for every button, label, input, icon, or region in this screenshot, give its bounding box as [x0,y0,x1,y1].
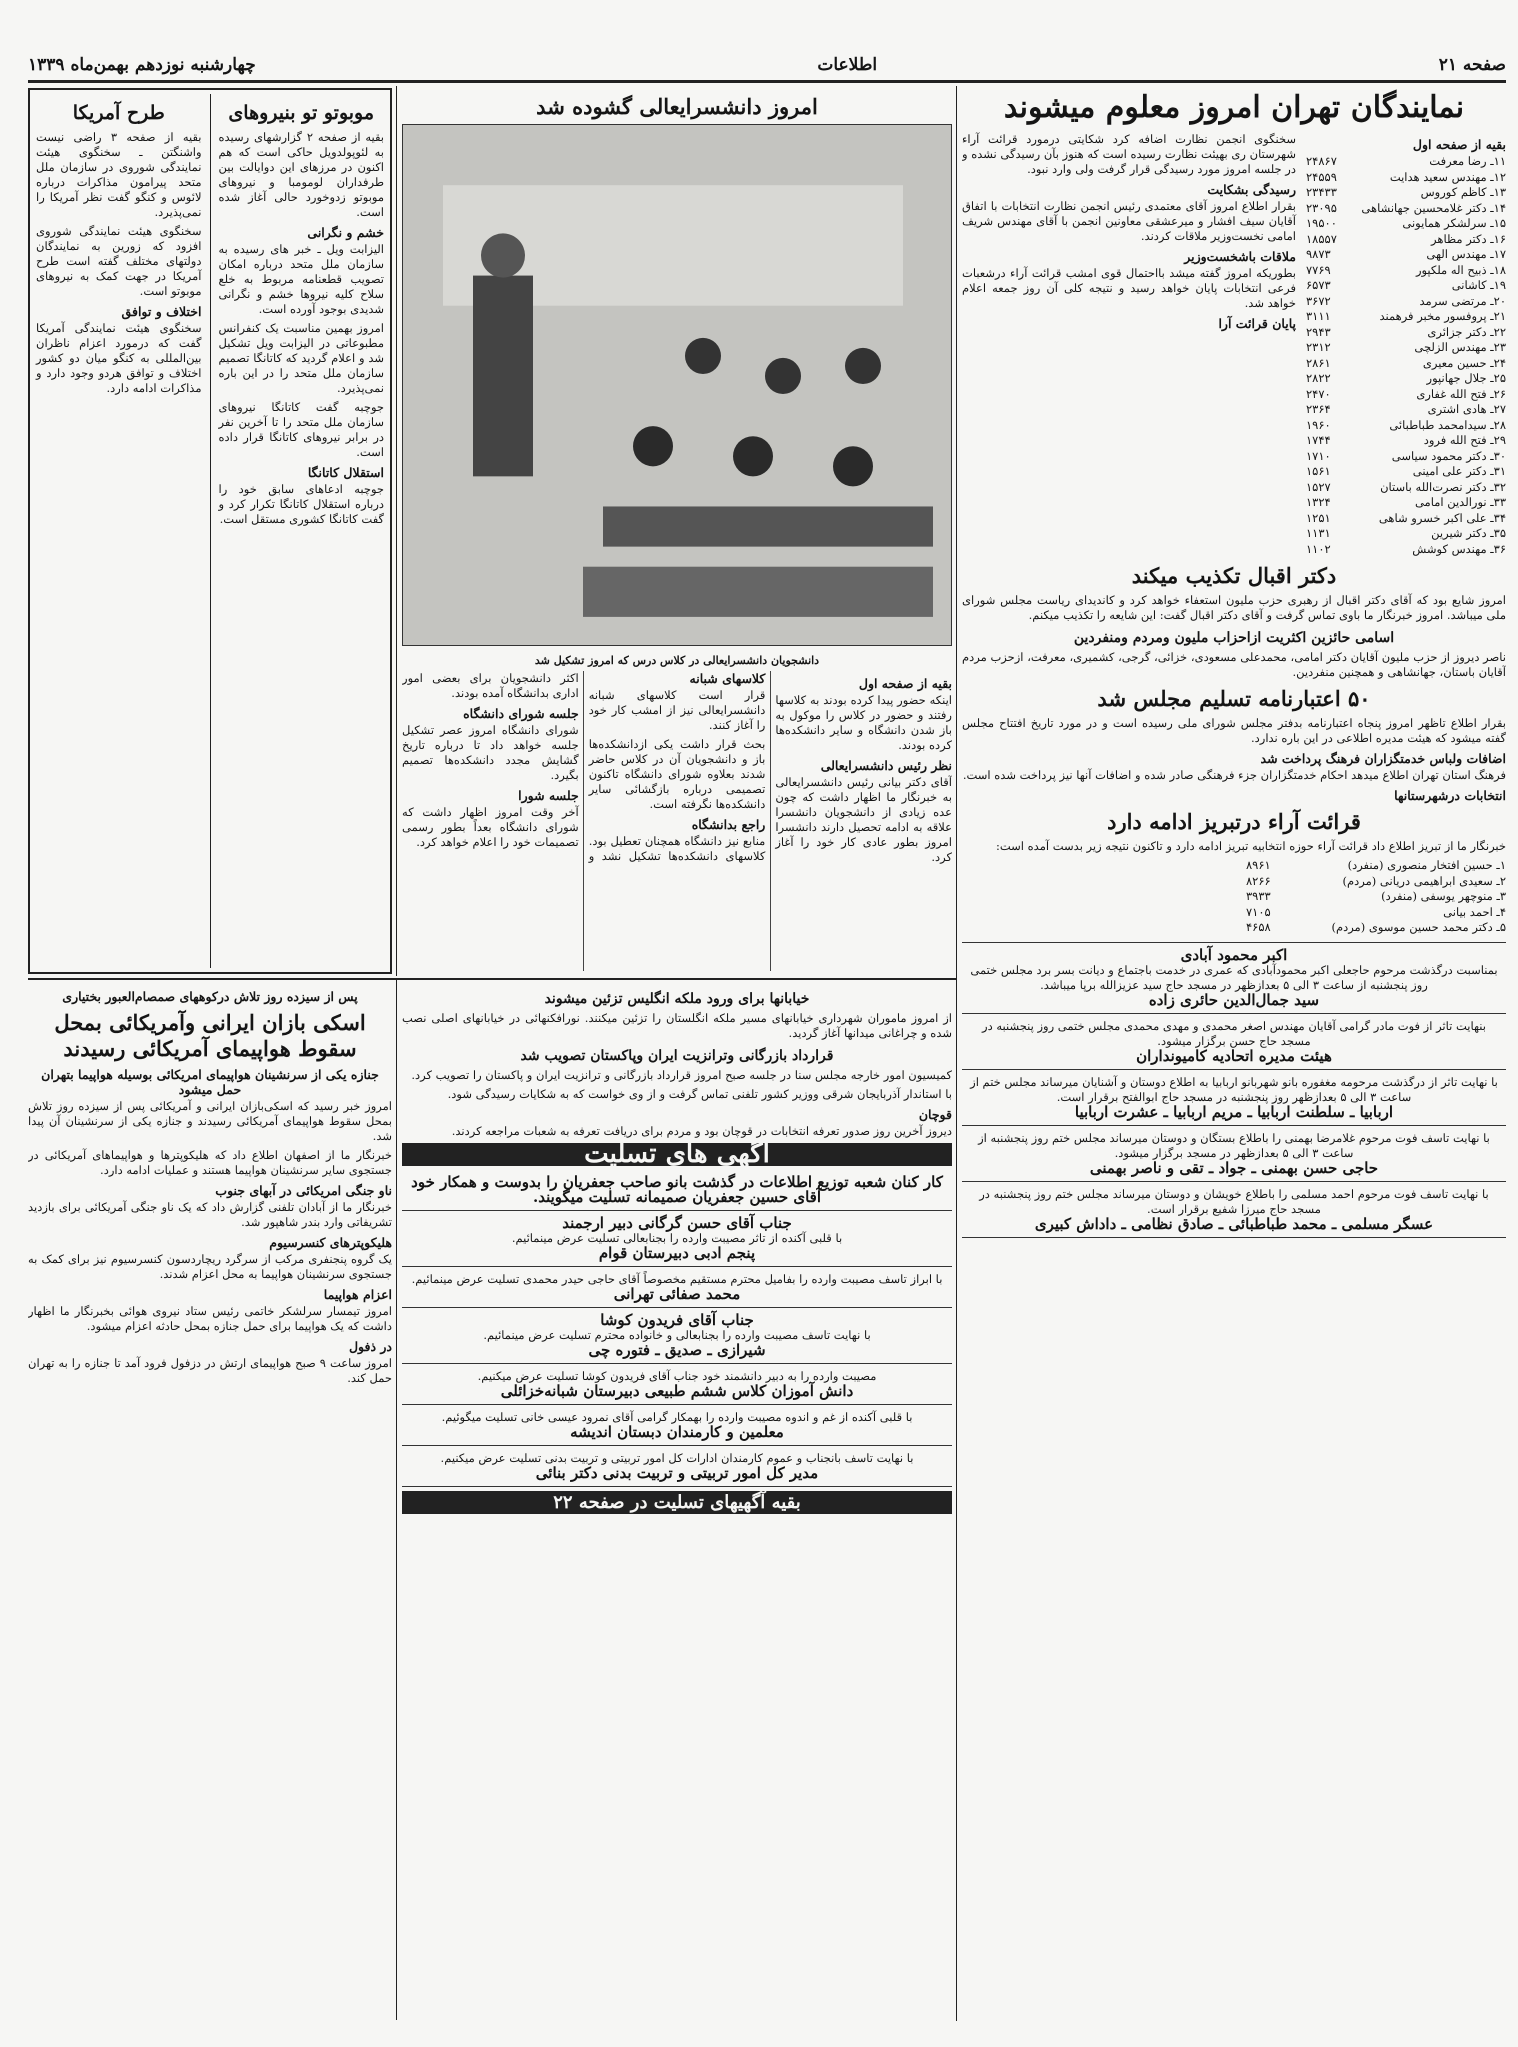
list-item [1306,294,1506,310]
list-item-count: ۱۵۲۷ [1306,479,1331,494]
list-item [1306,449,1506,465]
story-headline: امروز دانشسرایعالی گشوده شد [536,94,818,119]
ad-body: با قلبی آکنده از تاثر مصیبت وارده را بجنابعالی تسلیت عرض مینمائیم. [511,1231,843,1245]
subheading: راجع بدانشگاه [691,817,766,832]
paragraph: امروز خبر رسید که اسکی‌بازان ایرانی و آمریکائی پس از سیزده روز تلاش بمحل سقوط هواپیمای آمریکائی رسیدند و جنازه یکی از سرنشینان آن پیدا شد. [28,1099,392,1143]
list-item [1306,495,1506,511]
paragraph: خبرنگار ما از اصفهان اطلاع داد که هلیکوپترها و هواپیماهای آمریکائی در جستجوی سایر سرنشینان هواپیما هستند و عملیات ادامه دارد. [28,1148,392,1177]
list-item [1306,356,1506,372]
list-item-count: ۲۹۴۳ [1306,324,1331,339]
list-item [1306,387,1506,403]
list-item [1306,418,1506,434]
subheading: اختلاف و توافق [121,304,202,319]
paragraph: آقای دکتر بیانی رئیس دانشسرایعالی به خبرنگار ما اظهار داشت که چون عده زیادی از دانشجویان دانشسرا علاقه به ادامه تحصیل دارند دانشسرا امروز بطور عادی کار خود را آغاز کرد. [775,775,952,864]
list-item-label: ۲ـ سعیدی ابراهیمی دریانی (مردم) [1342,873,1506,888]
continued-footer: بقیه آگهیهای تسلیت در صفحه ۲۲ [402,1491,952,1514]
ad-signature: پنجم ادبی دبیرستان قوام [598,1244,756,1262]
list-item [1246,889,1506,905]
ad-title: جناب آقای فریدون کوشا [600,1311,754,1329]
condolence-ad [962,1126,1506,1182]
ad-signature: معلمین و کارمندان دبستان اندیشه [570,1423,784,1441]
paragraph: فرهنگ استان تهران اطلاع میدهد احکام خدمتگزاران جزء فرهنگی صادر شده و اضافات آنها نیز پرداخت شده است. [962,768,1506,782]
ad-signature: شیرازی ـ صدیق ـ فتوره چی [588,1341,766,1359]
list-item [1246,874,1506,890]
list-item-count: ۱۵۶۱ [1306,464,1331,478]
condolence-ad [962,942,1506,1014]
condolence-ad [402,1170,952,1211]
list-item-count: ۲۴۵۵۹ [1306,169,1337,184]
list-item-count: ۲۸۶۱ [1306,355,1331,370]
main-news-column [962,88,1506,2023]
list-item [1306,542,1506,558]
list-item-count: ۶۵۷۳ [1306,278,1331,292]
paragraph: الیزابت ویل ـ خبر های رسیده به سازمان ملل متحد درباره امکان تصویب قطعنامه مربوط به خلع سلاح کلیه نیروها خشم و نگرانی شدیدی بوجود آورده است. [218,242,384,316]
subheading: هلیکوپترهای کنسرسیوم [269,1235,392,1250]
list-item [1306,263,1506,279]
paragraph: بحث قرار داشت یکی ازدانشکده‌ها باز و دانشجویان آن در کلاس حاضر شدند بعلاوه شورای دانشگاه تاکنون تصمیمی درباره بازگشائی سایر دانشکده‌ها نگرفته است. [588,737,766,811]
paragraph: بقیه از صفحه ۳ راضی نیست واشنگتن ـ سخنگوی هیئت نمایندگی شوروی در سازمان ملل متحد پیرامون مذاکرات درباره لائوس و کنگو گفت نظر آمریکا را نمی‌پذیرد. [36,130,202,219]
condolence-ad [962,1070,1506,1126]
photo-caption: دانشجویان دانشسرایعالی در کلاس درس که امروز تشکیل شد [534,654,820,667]
ad-signature: عسگر مسلمی ـ محمد طباطبائی ـ صادق نظامی ـ داداش کبیری [1034,1214,1434,1233]
column-rule [396,980,397,2020]
list-item-label: ۳۶ـ مهندس کوشش [1412,541,1506,556]
subheading: خشم و نگرانی [307,225,384,240]
subheading: اضافات ولباس خدمتگزاران فرهنگ پرداخت شد [1260,751,1506,766]
list-item-count: ۱۸۵۵۷ [1306,231,1337,246]
paragraph: بقرار اطلاع تاظهر امروز پنجاه اعتبارنامه بدفتر مجلس شورای ملی رسیده است و در مورد تاریخ افتتاح مجلس گفته میشود که هیئت مدیره اطلاعی در این باره ندارد. [962,716,1506,745]
section-headline: خیابانها برای ورود ملکه انگلیس تزئین میشوند [544,991,810,1007]
condolence-ad [402,1267,952,1308]
list-item-label: ۱۳ـ کاظم کوروس [1420,185,1506,199]
subheading: در ذفول [348,1339,392,1354]
paragraph: امروز تیمسار سرلشکر خاتمی رئیس ستاد نیروی هوائی بخبرنگار ما اظهار داشت که یک هواپیما برای حمل جنازه بمحل حادثه اعزام میشود. [28,1304,392,1333]
paragraph: با استاندار آذربایجان شرقی ووزیر کشور تلفنی تماس گرفت و از وی خواست که به شکایات رسیدگی شود. [447,1087,952,1101]
ad-signature: مدیر کل امور تربیتی و تربیت بدنی دکتر بنائی [535,1464,819,1482]
subheading: ناو جنگی امریکائی در آبهای جنوب [215,1183,392,1198]
paragraph: سخنگوی هیئت نمایندگی آمریکا گفت که درمورد اعزام ناظران بین‌المللی به کنگو میان دو کشور اختلاف و توافق هردو وجود دارد و مذاکرات ادامه دارد. [36,321,202,395]
list-item [1306,526,1506,542]
issue-date: چهارشنبه نوزدهم بهمن‌ماه ۱۳۳۹ [28,55,256,75]
list-item [1246,920,1506,936]
paragraph: بقیه از صفحه ۲ گزارشهای رسیده به لئوپولدویل حاکی است که هم اکنون در مرزهای این دوایالت بین طرفداران لومومبا و نیروهای موبوتو زدوخورد حالی آغاز شده است. [218,130,385,219]
subheading: ملاقات باشخست‌وزیر [1184,249,1296,264]
subheading: پایان قرائت آرا [1218,316,1296,331]
photo-placeholder-icon [403,125,951,645]
list-item-count: ۷۷۶۹ [1306,262,1331,277]
classroom-photo [402,124,952,646]
condolence-ad [962,1014,1506,1070]
list-item-count: ۹۸۷۳ [1306,247,1331,261]
list-item-label: ۳۴ـ علی اکبر خسرو شاهی [1378,510,1506,525]
paragraph: امروز بهمین مناسبت یک کنفرانس مطبوعاتی در الیزابت ویل تشکیل شد و اعلام گردید که کاتانگا تصمیم سازمان ملل متحد را در این باره نمی‌پذیرد. [218,321,384,395]
header-rule [28,80,1506,83]
list-item-count: ۱۲۵۱ [1306,510,1331,525]
section-rule [28,978,956,980]
list-item-label: ۲۷ـ هادی اشتری [1427,402,1506,416]
list-item-count: ۱۹۵۰۰ [1306,216,1337,230]
paragraph: آخر وقت امروز اظهار داشت که شورای دانشگاه بعداً بطور رسمی تصمیمات خود را اعلام خواهد کرد. [402,805,579,849]
list-item-count: ۱۷۴۴ [1306,433,1331,447]
cont-label: بقیه از صفحه اول [858,676,952,691]
list-item [1306,232,1506,248]
ad-body: با قلبی آکنده از غم و اندوه مصیبت وارده را بهمکار گرامی آقای نمرود عیسی خانی تسلیت میگوئیم. [441,1410,913,1424]
vote-list-title: بقیه از صفحه اول [1412,137,1506,152]
subheading: قوچان [918,1107,952,1122]
list-item-label: ۱۴ـ دکتر غلامحسین جهانشاهی [1361,200,1506,215]
condolence-ad [402,1364,952,1405]
list-item-label: ۲۰ـ مرتضی سرمد [1419,293,1506,308]
paragraph: خبرنگار ما از آبادان تلفنی گزارش داد که یک ناو جنگی آمریکائی برای بازدید تشریفاتی وارد بندر شاهپور شد. [28,1200,392,1229]
story-kicker: پس از سیزده روز تلاش درکوههای صمصام‌العبور بختیاری [62,989,358,1004]
list-item-label: ۵ـ دکتر محمد حسین موسوی (مردم) [1331,920,1506,934]
paragraph: یک گروه پنجنفری مرکب از سرگرد ریچاردسون کنسرسیوم نیز برای کمک به جستجوی سرنشینان هواپیما به محل اعزام شدند. [28,1252,392,1281]
list-item [1306,325,1506,341]
list-item-count: ۱۱۳۱ [1306,526,1331,540]
paragraph: امروز شایع بود که آقای دکتر اقبال از رهبری حزب ملیون استعفاء خواهد کرد و کاندیدای ریاست مجلس شورای ملی میباشد. امروز خبرنگار ما باوی تماس گرفت و آقای دکتر اقبال گفت: این شایعه را تکذیب میکنم. [962,593,1506,622]
list-item-count: ۲۳۶۴ [1306,402,1331,416]
subheading: جلسه شورای دانشگاه [463,706,579,721]
middle-lower-column [402,984,952,2020]
paragraph: سخنگوی انجمن نظارت اضافه کرد شکایتی درمورد قرائت آراء شهرستان ری بهیئت نظارت رسیده است که هنوز بآن رسیدگی نشده و در جلسه امروز مورد رسیدگی قرار گرفت ولی وارد نبود. [962,132,1296,176]
list-item [1306,511,1506,527]
section-headline: قرائت آراء درتبریز ادامه دارد [1107,809,1361,834]
list-item-count: ۲۳۱۲ [1306,340,1331,354]
section-headline: قرارداد بازرگانی وترانزیت ایران وپاکستان تصویب شد [520,1048,834,1064]
list-item-label: ۳۳ـ نورالدین امامی [1414,495,1506,509]
subheading: رسیدگی بشکایت [1207,182,1296,197]
list-item-label: ۱۶ـ دکتر مظاهر [1431,231,1506,246]
list-item [1306,247,1506,263]
paragraph: ناصر دیروز از حزب ملیون آقایان دکتر امامی، محمدعلی مسعودی، خزائی، گرجی، کشمیری، معرفت، ازحزب مردم آقایان باستان، جهانشاهی و همچنین منفردین. [962,650,1506,679]
list-item-label: ۴ـ احمد بیانی [1443,904,1506,919]
list-item-count: ۳۹۳۳ [1246,889,1271,903]
page-number: صفحه ۲۱ [1438,55,1506,75]
list-item-count: ۱۱۰۲ [1306,541,1331,556]
list-item [1306,309,1506,325]
paragraph: اینکه حضور پیدا کرده بودند به کلاسها رفتند و حضور در کلاس را موکول به باز شدن دانشگاه و سایر دانشکده‌ها کرده بودند. [775,693,952,752]
list-item-label: ۲۵ـ جلال جهانپور [1426,371,1506,385]
paragraph: منابع نیز دانشگاه همچنان تعطیل بود. کلاسهای دانشکده‌ها تشکیل نشد و اکثر دانشجویان برای بعضی امور اداری بدانشگاه آمده بودند. [402,671,766,863]
list-item [1306,170,1506,186]
list-item-count: ۱۷۱۰ [1306,448,1331,463]
list-item [1306,402,1506,418]
subheading: انتخابات درشهرستانها [1394,788,1506,803]
paragraph: خبرنگار ما از تبریز اطلاع داد قرائت آراء حوزه انتخابیه تبریز ادامه دارد و تاکنون نتیجه زیر بدست آمده است: [996,839,1506,853]
ad-signature: دانش آموزان کلاس ششم طبیعی دبیرستان شبانه‌خزائلی [500,1382,854,1400]
condolence-ad [402,1446,952,1487]
list-item-count: ۱۳۲۴ [1306,495,1331,509]
subheading: جلسه شورا [518,788,579,803]
paragraph: بقرار اطلاع امروز آقای معتمدی رئیس انجمن نظارت انتخابات با اتفاق آقایان سیف افشار و میرعشقی معاونین انجمن با آقای مهندس شریف امامی نخست‌وزیر ملاقات کردند. [962,199,1296,243]
list-item-count: ۸۲۶۶ [1246,873,1271,888]
ad-title: اکبر محمود آبادی [1180,945,1288,964]
section-headline: دکتر اقبال تکذیب میکند [1131,563,1337,588]
section-headline: ۵۰ اعتبارنامه تسلیم مجلس شد [1097,686,1371,711]
ad-signature: حاجی حسن بهمنی ـ جواد ـ تقی و ناصر بهمنی [1089,1158,1379,1177]
story-subheadline: جنازه یکی از سرنشینان هواپیمای امریکائی بوسیله هواپیما بتهران حمل میشود [41,1067,379,1097]
list-item-count: ۱۹۶۰ [1306,417,1331,432]
subheading: کلاسهای شبانه [689,671,766,686]
list-item-label: ۱۹ـ کاشانی [1451,278,1506,292]
list-item [1306,185,1506,201]
paragraph: جوچبه گفت کاتانگا نیروهای سازمان ملل متحد را تا آخرین نفر در برابر نیروهای کاتانگا قرار داده است. [218,400,384,459]
list-item-count: ۷۱۰۵ [1246,904,1271,919]
list-item-label: ۲۲ـ دکتر جزائری [1427,324,1506,339]
left-boxed-stories [28,88,392,974]
list-item [1306,216,1506,232]
paragraph: سخنگوی هیئت نمایندگی شوروی افزود که زورین به نمایندگان دولتهای مختلف گفته است طرح آمریکا در جهت کمک به نیروهای موبوتو است. [36,224,202,298]
ad-signature: محمد صفائی تهرانی [613,1285,741,1303]
ad-signature: اربابیا ـ سلطنت اربابیا ـ مریم اربابیا ـ عشرت اربابیا [1074,1102,1394,1121]
list-item-label: ۲۴ـ حسین معیری [1422,355,1506,370]
condolence-ad [402,1211,952,1267]
subheading: اعزام هواپیما [323,1287,392,1302]
list-item-count: ۳۶۷۲ [1306,293,1331,308]
paragraph: جوچبه ادعاهای سابق خود را درباره استقلال کاتانگا تکرار کرد و گفت کاتانگا کشوری مستقل است. [218,482,384,526]
vote-list [1306,132,1506,557]
condolence-ad [402,1405,952,1446]
list-item-label: ۲۹ـ فتح الله فرود [1423,433,1506,447]
list-item [1306,154,1506,170]
list-item [1306,371,1506,387]
main-headline: نمایندگان تهران امروز معلوم میشوند [1003,90,1465,125]
list-item-count: ۴۶۵۸ [1246,920,1271,934]
column-rule [396,86,397,976]
university-story [402,88,952,974]
paragraph: دیروز آخرین روز صدور تعرفه انتخابات در قوچان بود و مردم برای دریافت تعرفه به شعبات مراجعه کردند. [451,1124,952,1138]
list-item-label: ۳۲ـ دکتر نصرت‌الله باستان [1380,479,1506,494]
list-item [1306,278,1506,294]
ad-title: جناب آقای حسن گرگانی دبیر ارجمند [562,1214,792,1232]
list-item-label: ۱۱ـ رضا معرفت [1429,154,1506,168]
paragraph: قرار است کلاسهای شبانه دانشسرایعالی نیز از امشب کار خود را آغاز کنند. [588,688,766,732]
column-rule [956,86,957,2021]
ad-body: با نهایت تاسف مصیبت وارده را بجنابعالی و خانواده محترم تسلیت عرض مینمائیم. [483,1328,871,1342]
paragraph: امروز ساعت ۹ صبح هواپیمای ارتش در دزفول فرود آمد تا جنازه را به تهران حمل کند. [28,1356,392,1385]
list-item-label: ۲۶ـ فتح الله غفاری [1416,386,1506,401]
list-item [1306,480,1506,496]
list-item [1246,858,1506,874]
condolence-ad [962,1182,1506,1238]
list-item-count: ۲۸۲۲ [1306,371,1331,385]
list-item-label: ۳ـ منوچهر یوسفی (منفرد) [1381,889,1506,903]
ad-body: کار کنان شعبه توزیع اطلاعات در گذشت بانو صاحب جعفریان را بدوست و همکار خود آقای حسین جعفریان صمیمانه تسلیت میگویند. [411,1173,943,1206]
ad-body: با ابراز تاسف مصیبت وارده را بفامیل محترم مستقیم مخصوصاً آقای حاجی حیدر محمدی تسلیت عرض مینمائیم. [411,1272,943,1286]
ad-signature: هیئت مدیره اتحادیه کامیونداران [1136,1046,1332,1065]
ad-signature: سید جمال‌الدین حائری زاده [1148,990,1320,1009]
newspaper-name: اطلاعات [817,55,878,75]
list-item-label: ۱۵ـ سرلشکر همایونی [1402,216,1506,230]
list-item-label: ۲۸ـ سیدامحمد طباطبائی [1389,417,1506,432]
list-item-label: ۱۷ـ مهندس الهی [1426,247,1506,261]
list-item-count: ۳۱۱۱ [1306,309,1331,323]
list-item-count: ۲۴۷۰ [1306,386,1331,401]
paragraph: کمیسیون امور خارجه مجلس سنا در جلسه صبح امروز قرارداد بازرگانی و ترانزیت ایران و پاکستان را تصویب کرد. [411,1068,952,1082]
paragraph: شورای دانشگاه امروز عصر تشکیل جلسه خواهد داد تا درباره تاریخ گشایش مجدد دانشکده‌ها تصمیم بگیرد. [402,723,579,782]
ad-body: با نهایت تاسف فوت مرحوم احمد مسلمی را باطلاع خویشان و دوستان میرساند مجلس ختم روز پنجشنبه در مسجد حاج میرزا شفیع برقرار است. [979,1186,1489,1216]
list-item-label: ۳۰ـ دکتر محمود سیاسی [1391,448,1506,463]
ad-body: بمناسبت درگذشت مرحوم حاجعلی اکبر محمودآبادی که عمری در خدمت باجتماع و دیانت بسر برد مجلس ختمی روز پنجشنبه از ساعت ۳ الی ۵ بعدازظهر در مسجد حاج سید عزیزالله برپا میباشد. [970,962,1498,992]
list-item-label: ۳۱ـ دکتر علی امینی [1412,464,1506,478]
subheading: استقلال کاتانگا [307,465,384,480]
list-item-label: ۱۲ـ مهندس سعید هدایت [1389,169,1506,184]
subheading: نظر رئیس دانشسرایعالی [820,758,952,773]
list-item-count: ۲۳۴۳۳ [1306,185,1337,199]
ad-body: مصیبت وارده را به دبیر دانشمند خود جناب آقای فریدون کوشا تسلیت عرض میکنیم. [477,1369,877,1383]
list-item [1306,340,1506,356]
list-item-label: ۱۸ـ ذبیح اله ملکپور [1415,262,1506,277]
list-item-label: ۲۳ـ مهندس الزلچی [1414,340,1506,354]
list-item-label: ۱ـ حسین افتخار منصوری (منفرد) [1347,858,1506,872]
list-item-label: ۲۱ـ پروفسور مخبر فرهمند [1379,309,1506,323]
section-headline: اسامی حائزین اکثریت ازاحزاب ملیون ومردم ومنفردین [1073,630,1395,646]
list-item [1246,905,1506,921]
page-header [28,52,1506,78]
list-item-count: ۸۹۶۱ [1246,858,1271,872]
list-item [1306,464,1506,480]
paragraph: بطوریکه امروز گفته میشد بااحتمال قوی امشب قرائت آراء درشعبات فرعی انتخابات پایان خواهد رسید و نتیجه کلی آن روز جمعه اعلام خواهد شد. [962,266,1296,310]
paragraph: از امروز ماموران شهرداری خیابانهای مسیر ملکه انگلستان را تزئین میکنند. نورافکنهائی در خیابانهای اصلی نصب شده و چراغانی میدانها آغاز گردید. [402,1011,952,1040]
list-item-label: ۳۵ـ دکتر شیرین [1431,526,1506,540]
condolence-ad [402,1308,952,1364]
story-headline: موبوتو تو بنیروهای [228,102,375,124]
condolence-ads-banner: آگهی های تسلیت [402,1143,952,1166]
ad-body: با نهایت تاثر از درگذشت مرحومه مغفوره بانو شهربانو اربابیا به اطلاع دوستان و آشنایان میرساند مجلس ختم از ساعت ۳ الی ۵ بعدازظهر روز پنجشنبه در مسجد حاج ابوالفتح برقرار است. [970,1074,1498,1104]
ad-body: با نهایت تاسف فوت مرحوم غلامرضا بهمنی را باطلاع بستگان و دوستان میرساند مجلس ختم روز پنجشنبه از ساعت ۳ الی ۵ بعدازظهر در مسجد برگزار میشود. [978,1130,1490,1160]
list-item [1306,433,1506,449]
story-headline: طرح آمریکا [72,102,165,124]
list-item-count: ۲۴۸۶۷ [1306,154,1337,168]
list-item [1306,201,1506,217]
story-headline: اسکی بازان ایرانی وآمریکائی بمحل سقوط هواپیمای آمریکائی رسیدند [54,1010,366,1061]
ad-body: بنهایت تاثر از فوت مادر گرامی آقایان مهندس اصغر محمدی و مهدی محمدی مجلس ختمی روز پنجشنبه در مسجد حاج حسن برگزار میشود. [982,1018,1486,1048]
ad-body: با نهایت تاسف بانجناب و عموم کارمندان ادارات کل امور تربیتی و تربیت بدنی تسلیت عرض میکنیم. [440,1451,914,1465]
ski-story [28,984,392,2020]
list-item-count: ۲۳۰۹۵ [1306,200,1337,215]
